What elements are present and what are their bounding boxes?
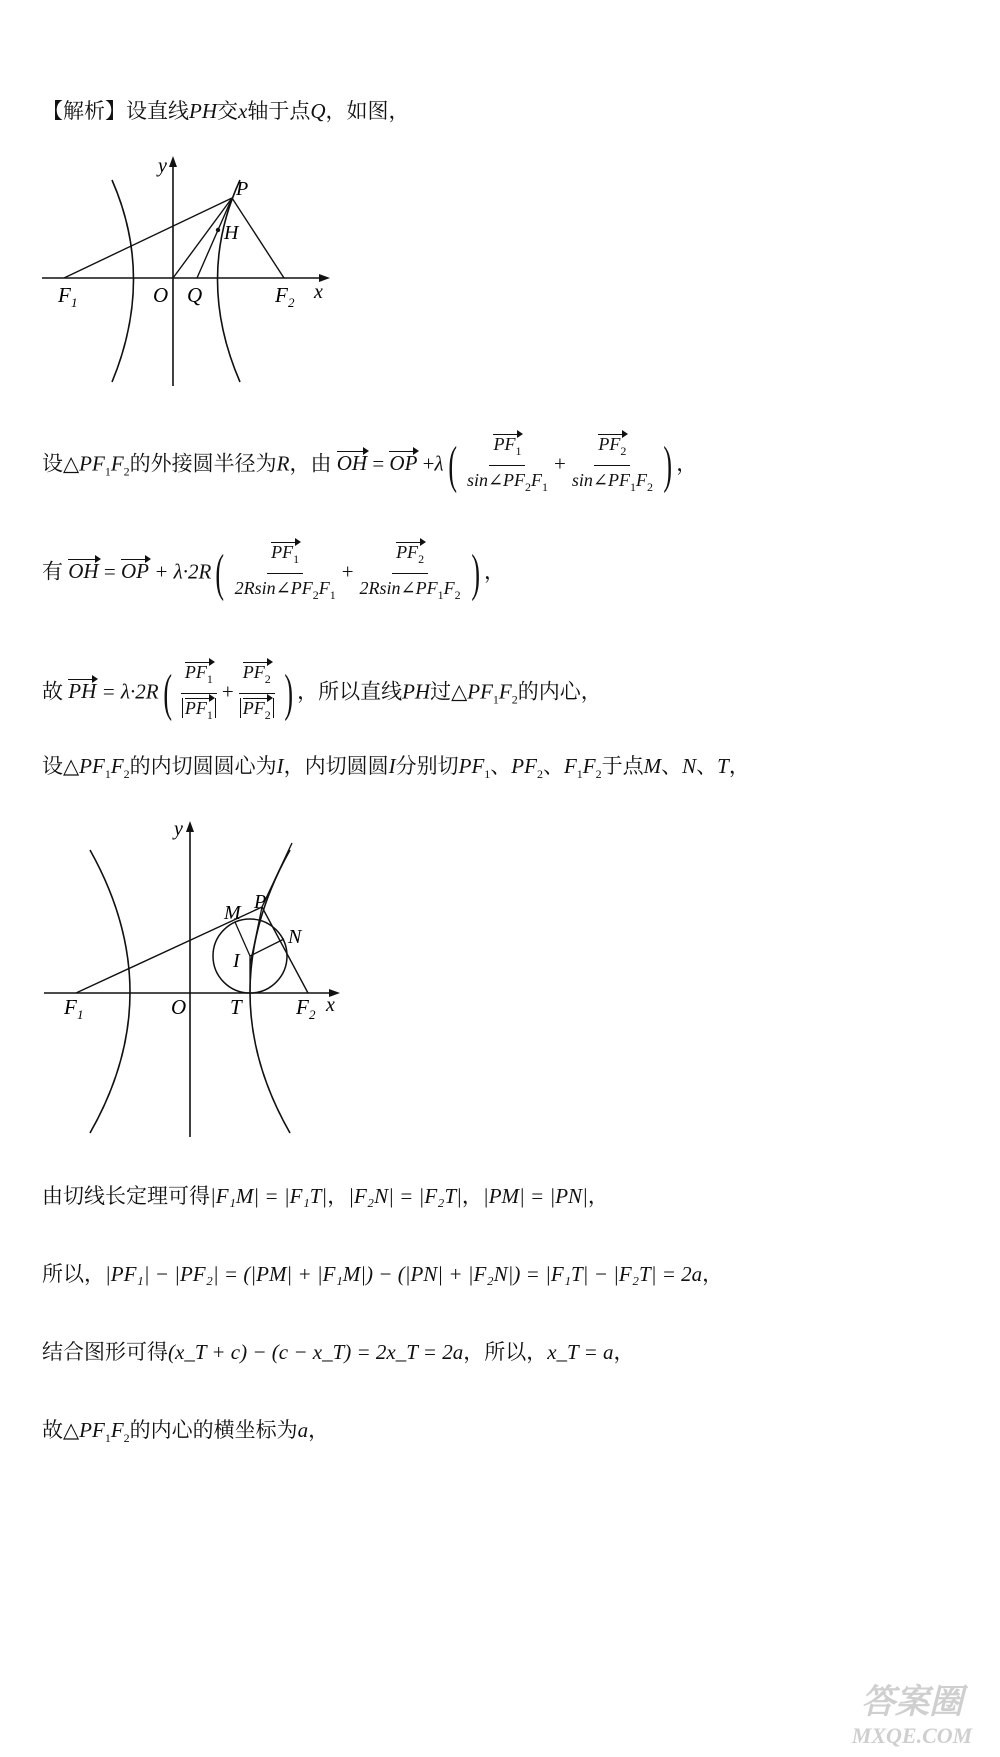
text: 由切线长定理可得 <box>42 1184 210 1208</box>
line-tangent-lengths <box>42 1182 609 1210</box>
label-O: O <box>171 995 187 1019</box>
text: 交 <box>217 99 238 123</box>
sub: 2 <box>454 588 461 602</box>
line-xT <box>42 1338 635 1366</box>
vector-OP: OP <box>389 451 418 476</box>
den: 2Rsin∠PF <box>359 578 438 598</box>
label-I: I <box>233 950 240 972</box>
text: 的内切圆圆心为 <box>129 754 277 778</box>
bracket: 【 <box>42 99 63 123</box>
var-a: a <box>297 1418 309 1442</box>
line-incenter: 故 PH = λ·2R( $\frac{PF_1}{PF_1}$ + $\frac{PF_2}{PF_2}$ ) ，所以直线PH过$\triangle PF_1F_2$的内心， <box>42 660 602 727</box>
tri-F: F <box>110 1418 124 1442</box>
right-branch <box>218 180 241 382</box>
num: PF <box>493 434 516 454</box>
sub: 1 <box>629 480 636 494</box>
point-H <box>216 228 220 232</box>
plus: + <box>422 451 435 476</box>
text: 轴于点 <box>247 99 311 123</box>
var-PH: PH <box>189 99 217 123</box>
num: PF <box>598 434 621 454</box>
tri-PF: PF <box>79 451 105 476</box>
label-Q: Q <box>187 283 203 307</box>
text: ，内切圆圆 <box>283 754 389 778</box>
text: ， <box>483 559 505 584</box>
fraction-2 <box>236 660 278 727</box>
sub: 1 <box>515 444 522 458</box>
paren-open: ( <box>447 436 457 494</box>
label-F2-sub: 2 <box>309 1007 316 1022</box>
tri-PF: PF <box>79 1418 105 1442</box>
sub: 2 <box>646 480 653 494</box>
sep: 、 <box>661 754 683 778</box>
vector-PH: PH <box>68 679 97 704</box>
sub: 1 <box>206 708 213 722</box>
y-axis-arrow <box>186 821 194 832</box>
var-T: T <box>717 754 729 778</box>
segment-PI <box>250 907 262 965</box>
text: 结合图形可得 <box>42 1340 168 1364</box>
var-R: R <box>276 451 290 476</box>
tri-PF: PF <box>467 679 493 704</box>
label-F2-sub: 2 <box>288 295 295 310</box>
sub: 2 <box>536 767 543 781</box>
text: ， <box>702 1262 724 1286</box>
label-x: x <box>326 994 335 1016</box>
sub: 1 <box>492 692 499 707</box>
label-x: x <box>314 281 323 303</box>
sub: 1 <box>542 480 549 494</box>
var-Q: Q <box>310 99 326 123</box>
text: 有 <box>42 559 63 584</box>
bracket: 】 <box>105 99 126 123</box>
text: ， <box>308 1418 330 1442</box>
line-conclusion <box>42 1416 329 1452</box>
line-substitute: 有 OH = OP + λ·2R( $\frac{PF_1}{2Rsin\angle PF_2F_1}$ + $\frac{PF_2}{2Rsin\angle PF_1F_2}$ ) ， <box>42 540 505 607</box>
text: ， <box>587 1184 609 1208</box>
lambda: λ <box>434 451 444 476</box>
label-P: P <box>254 891 267 913</box>
label-y: y <box>174 818 183 840</box>
text: 分别切 <box>395 754 459 778</box>
sub: 2 <box>123 1431 130 1445</box>
num: PF <box>242 662 265 682</box>
den: sin∠PF <box>571 470 630 490</box>
extension-line <box>262 843 292 907</box>
var-I: I <box>388 754 396 778</box>
den: F <box>443 578 455 598</box>
label-P: P <box>236 178 249 200</box>
watermark-logo <box>832 1671 992 1751</box>
sub: 2 <box>595 767 602 781</box>
text: ， <box>327 1184 349 1208</box>
label-F2: F <box>275 283 288 307</box>
text: 的内心的横坐标为 <box>129 1418 298 1442</box>
sub: 2 <box>620 444 627 458</box>
label-F1-sub: 1 <box>77 1007 84 1022</box>
paren-close: ) <box>663 436 672 494</box>
tri-F: F <box>498 679 512 704</box>
var: F <box>582 754 596 778</box>
fraction-2 <box>568 432 657 499</box>
label-F1-sub: 1 <box>71 295 78 310</box>
label-F2: F <box>296 995 309 1019</box>
sub: 1 <box>576 767 583 781</box>
segment-PF2 <box>232 198 284 278</box>
label-H: H <box>224 222 239 244</box>
var-PH: PH <box>402 679 431 704</box>
line-incircle <box>42 752 750 788</box>
label-N: N <box>288 926 302 948</box>
paren-close: ) <box>470 544 480 602</box>
equation-2: x_T = a <box>547 1340 614 1364</box>
y-axis-arrow <box>169 156 177 167</box>
equation-2: |F₂N| = |F₂T| <box>348 1184 462 1208</box>
paren-close: ) <box>284 664 293 722</box>
num: PF <box>184 662 207 682</box>
label-y: y <box>158 155 167 177</box>
sep: 、 <box>490 754 512 778</box>
num: PF <box>271 542 294 562</box>
sub: 2 <box>525 480 532 494</box>
var-I: I <box>276 754 284 778</box>
analysis-heading <box>42 97 410 125</box>
label-O: O <box>153 283 169 307</box>
sub: 2 <box>123 464 130 479</box>
text: 的外接圆半径为 <box>129 451 277 476</box>
var: F <box>563 754 577 778</box>
text: ， <box>728 754 750 778</box>
vector-OH: OH <box>336 451 368 476</box>
text: 故 <box>42 679 63 704</box>
den: PF <box>184 698 207 718</box>
sep: 、 <box>696 754 718 778</box>
text: ， <box>461 1184 483 1208</box>
text: ， <box>676 451 698 476</box>
left-branch <box>90 850 130 1133</box>
line-circumradius: 设$\triangle PF_1F_2$的外接圆半径为R，由 OH = OP +λ( $\frac{PF_1}{\sin\angle PF_2F_1}$ + $\frac{PF_2}{\sin\angle PF_1F_2}$ ) ， <box>42 432 697 499</box>
coefficient: = λ·2R <box>101 679 159 704</box>
text: 的内心， <box>517 679 602 704</box>
sub: 1 <box>293 552 300 566</box>
text: 于点 <box>601 754 644 778</box>
fraction-1 <box>178 660 220 727</box>
left-branch <box>112 180 134 382</box>
equals: = <box>372 451 385 476</box>
tri-PF: PF <box>79 754 105 778</box>
segment-PF1 <box>64 198 232 278</box>
den: sin∠PF <box>466 470 526 490</box>
figure-1-hyperbola <box>40 150 340 390</box>
tri-F: F <box>110 754 124 778</box>
sub: 2 <box>264 672 271 686</box>
fraction-2 <box>356 540 465 607</box>
equation-1: |F₁M| = |F₁T| <box>210 1184 328 1208</box>
label-M: M <box>224 902 241 924</box>
text: ，所以， <box>463 1340 548 1364</box>
text: ，如图， <box>325 99 410 123</box>
var: PF <box>458 754 485 778</box>
label-F1: F <box>64 995 77 1019</box>
sub: 2 <box>123 767 130 781</box>
var-M: M <box>643 754 662 778</box>
sub: 1 <box>104 464 111 479</box>
text: 过△ <box>430 679 468 704</box>
watermark-url: MXQE.COM <box>851 1723 973 1748</box>
paren-open: ( <box>215 544 225 602</box>
vector-OP: OP <box>120 559 149 584</box>
text: 设△ <box>42 754 80 778</box>
coefficient: + λ·2R <box>154 559 212 584</box>
sub: 1 <box>484 767 491 781</box>
sub: 1 <box>206 672 213 686</box>
equation-3: |PM| = |PN| <box>482 1184 588 1208</box>
tri-F: F <box>110 451 124 476</box>
text: ，所以直线 <box>297 679 403 704</box>
segment-PF2 <box>262 907 308 993</box>
fraction-1 <box>463 432 552 499</box>
text: ，由 <box>289 451 332 476</box>
den: F <box>318 578 330 598</box>
vector-OH: OH <box>68 559 99 584</box>
sub: 1 <box>437 588 444 602</box>
label-F1: F <box>58 283 71 307</box>
text: ， <box>613 1340 635 1364</box>
sub: 1 <box>104 1431 111 1445</box>
figure-2-incircle <box>40 815 360 1145</box>
equals: = <box>103 559 116 584</box>
var-x: x <box>238 99 248 123</box>
sub: 2 <box>312 588 319 602</box>
den: F <box>635 470 647 490</box>
den: F <box>531 470 543 490</box>
var-N: N <box>682 754 697 778</box>
equation: |PF₁| − |PF₂| = (|PM| + |F₁M|) − (|PN| + |F₂N|) = |F₁T| − |F₂T| = 2a <box>105 1262 703 1286</box>
text: 设直线 <box>126 99 189 123</box>
sub: 2 <box>264 708 271 722</box>
paren-open: ( <box>162 664 172 722</box>
sub: 1 <box>329 588 336 602</box>
analysis-tag: 解析 <box>63 99 105 123</box>
text: 故△ <box>42 1418 80 1442</box>
line-difference <box>42 1260 723 1288</box>
text: 设△ <box>42 451 80 476</box>
text: 所以， <box>42 1262 105 1286</box>
den: PF <box>242 698 265 718</box>
equation: (x_T + c) − (c − x_T) = 2x_T = 2a <box>168 1340 464 1364</box>
sub: 2 <box>511 692 518 707</box>
den: 2Rsin∠PF <box>234 578 313 598</box>
num: PF <box>396 542 419 562</box>
fraction-1 <box>231 540 340 607</box>
label-T: T <box>230 995 242 1019</box>
watermark-text: 答案圈 <box>861 1684 963 1721</box>
sub: 1 <box>104 767 111 781</box>
sub: 2 <box>418 552 425 566</box>
sep: 、 <box>542 754 564 778</box>
var: PF <box>511 754 537 778</box>
